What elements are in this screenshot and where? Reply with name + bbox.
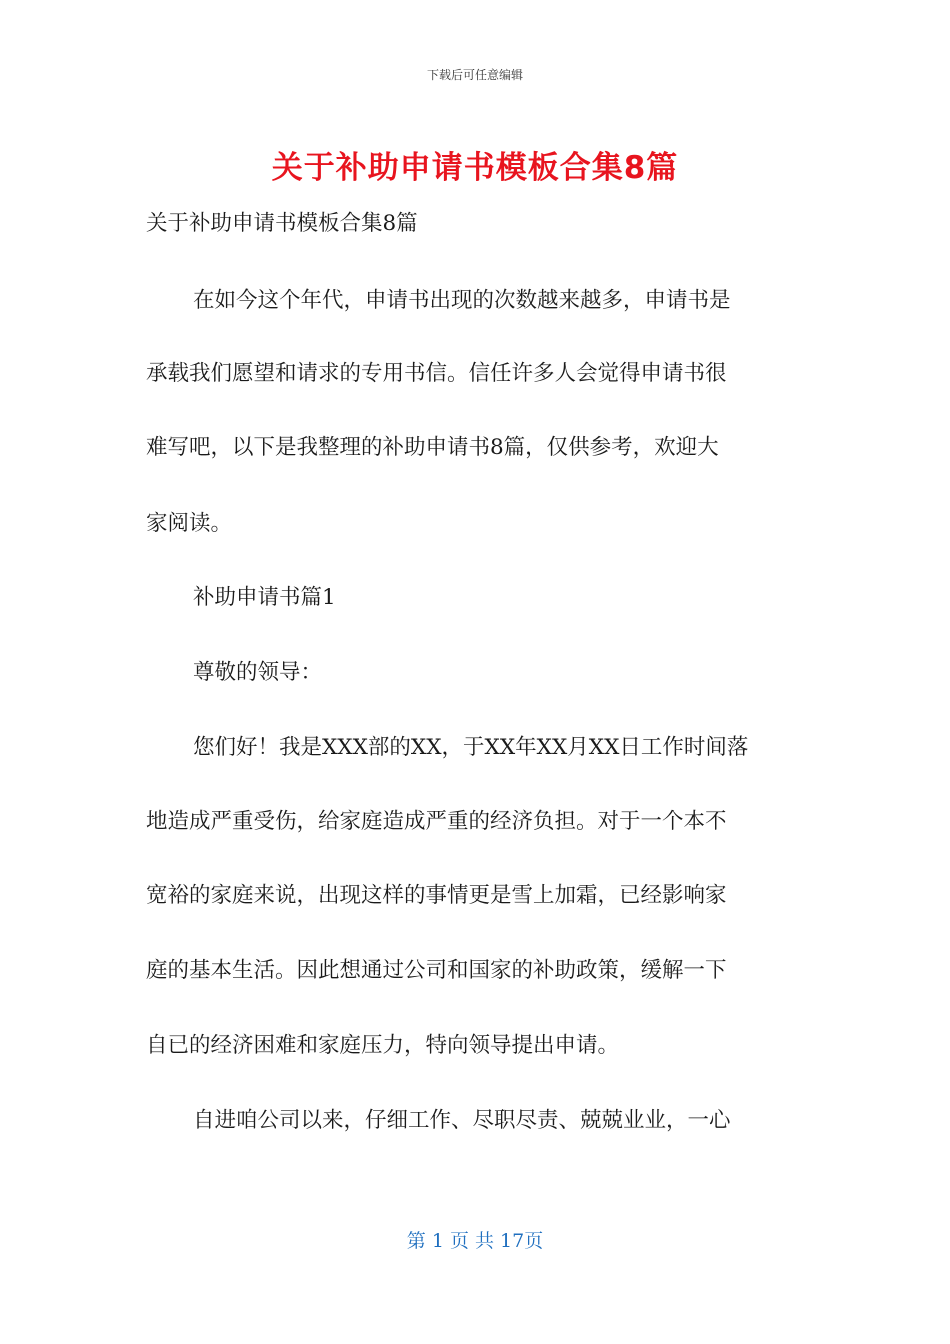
page-footer: 第 1 页 共 17页	[406, 1230, 544, 1252]
body-line: 在如今这个年代，申请书出现的次数越来越多，申请书是	[193, 288, 731, 313]
body-line: 地造成严重受伤，给家庭造成严重的经济负担。对于一个本不	[146, 809, 727, 834]
section-heading: 补助申请书篇1	[193, 585, 336, 610]
body-line: 承载我们愿望和请求的专用书信。信任许多人会觉得申请书很	[146, 361, 727, 386]
body-line: 宽裕的家庭来说，出现这样的事情更是雪上加霜，已经影响家	[146, 883, 727, 908]
salutation: 尊敬的领导：	[193, 660, 323, 685]
document-title: 关于补助申请书模板合集8篇	[271, 150, 679, 186]
body-line: 家阅读。	[146, 511, 233, 536]
body-line: 难写吧，以下是我整理的补助申请书8篇，仅供参考，欢迎大	[146, 435, 719, 460]
body-line: 自进咱公司以来，仔细工作、尽职尽责、兢兢业业，一心	[193, 1108, 731, 1133]
header-note: 下载后可任意编辑	[426, 68, 523, 82]
body-line: 自已的经济困难和家庭压力，特向领导提出申请。	[146, 1033, 620, 1058]
body-line-subtitle: 关于补助申请书模板合集8篇	[146, 211, 418, 236]
body-line: 您们好！我是XXX部的XX，于XX年XX月XX日工作时间落	[193, 735, 749, 760]
body-line: 庭的基本生活。因此想通过公司和国家的补助政策，缓解一下	[146, 958, 727, 983]
